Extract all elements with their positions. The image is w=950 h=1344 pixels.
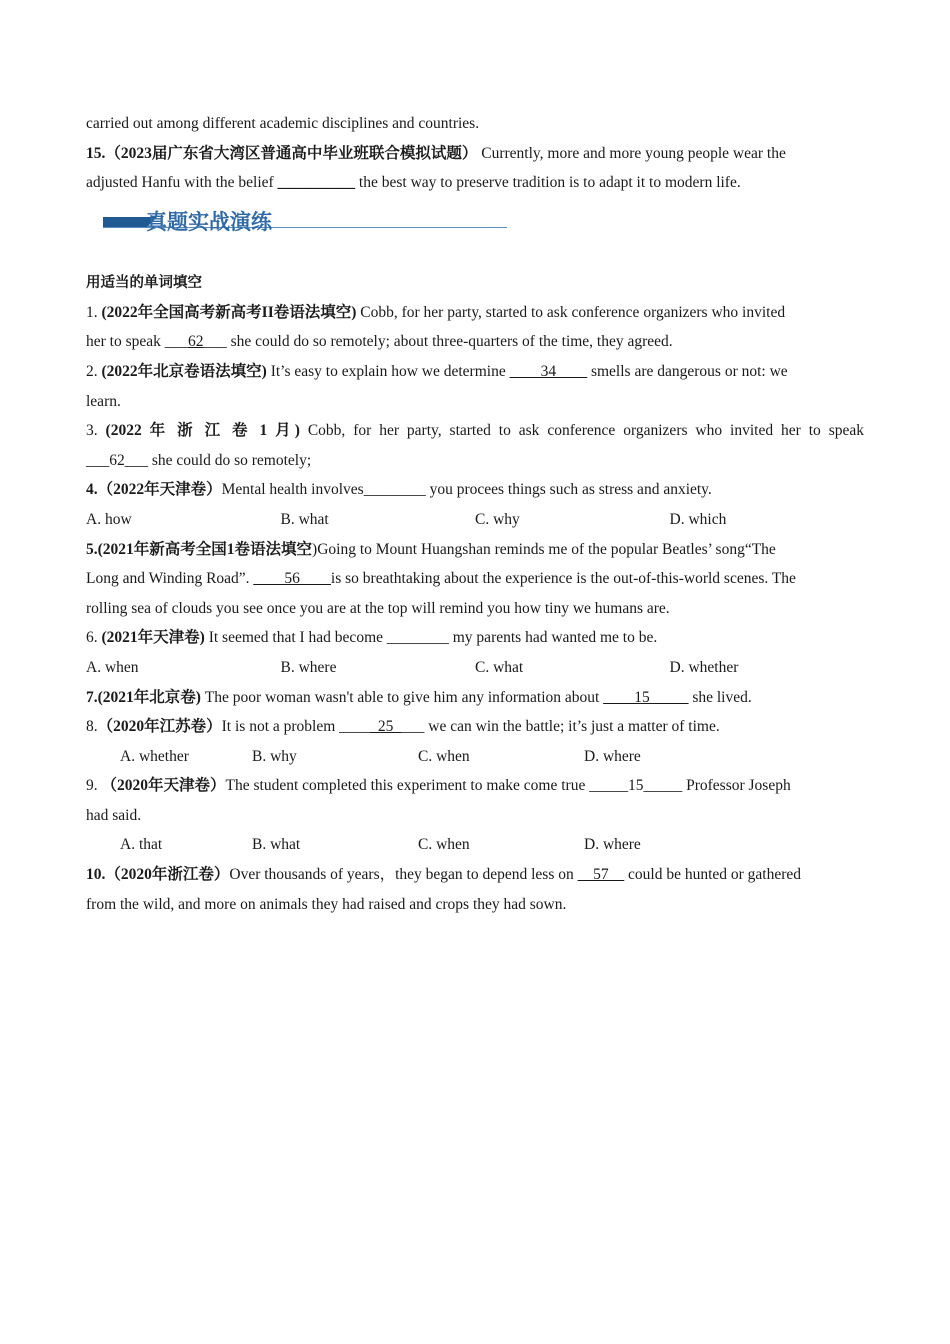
question-text: The poor woman wasn't able to give him any information about [200,688,604,706]
question-6-options [86,653,864,683]
question-7 [86,683,864,713]
option-c: C. when [418,747,470,765]
question-5 [86,535,864,565]
option-b: B. where [280,658,337,676]
question-2 [86,357,864,387]
option-d: D. where [584,747,641,765]
text-line [86,109,864,139]
question-number: 7. [86,688,98,706]
question-text: learn. [86,392,121,410]
question-source: （2020年浙江卷） [105,866,230,884]
question-number: 9. [86,777,102,795]
option-a: A. when [86,658,139,676]
question-10-cont [86,890,864,920]
question-6 [86,623,864,653]
question-number: 5. [86,540,98,558]
question-number: 8. [86,718,98,736]
question-text: )Going to Mount Huangshan reminds me of the popular Beatles’ song“The [312,540,776,558]
answer-blank: ____15_____ [603,688,689,706]
question-text: Over thousands of years，they began to depend less on [229,866,578,884]
question-3-cont [86,446,864,476]
question-text: adjusted Hanfu with the belief [86,174,278,192]
question-15 [86,139,864,169]
question-5-cont2 [86,594,864,624]
question-text: from the wild, and more on animals they had raised and crops they had sown. [86,895,567,913]
question-text: ___ she could do so remotely; about three-quarters of the time, they agreed. [203,333,673,351]
question-8 [86,712,864,742]
question-4 [86,475,864,505]
question-text: her to speak ___ [86,333,189,351]
answer-blank: _25_ [370,718,402,736]
question-source: (2022 年 浙 江 卷 1 月) [105,422,300,440]
question-number: 4. [86,481,98,499]
question-source: （2023届广东省大湾区普通高中毕业班联合模拟试题） [105,144,478,162]
answer-blank: 62 [188,333,204,351]
question-number: 10. [86,866,106,884]
question-text: smells are dangerous or not: we [587,362,788,380]
question-text: had said. [86,806,142,824]
question-source: (2021年新高考全国1卷语法填空 [97,540,313,558]
question-text: she lived. [688,688,752,706]
question-1 [86,298,864,328]
question-text: Mental health involves________ you procees things such as stress and anxiety. [221,481,712,499]
question-15-cont [86,168,864,198]
question-text: is so breathtaking about the experience is the out-of-this-world scenes. The [330,570,796,588]
question-text: It is not a problem ____ [221,718,371,736]
question-4-options [86,505,864,535]
question-source: (2022年北京卷语法填空) [101,362,267,380]
question-9 [86,771,864,801]
option-c: C. what [475,658,524,676]
question-text: Cobb, for her party, started to ask conference organizers who invited [356,303,786,321]
question-9-options [86,830,864,860]
question-text: Currently, more and more young people wear the [477,144,786,162]
question-source: （2022年天津卷） [97,481,222,499]
question-source: （2020年江苏卷） [97,718,222,736]
question-text: rolling sea of clouds you see once you are at the top will remind you how tiny we humans are. [86,599,670,617]
section-title: 真题实战演练 [146,209,272,234]
question-source: (2021年天津卷) [101,629,205,647]
option-a: A. how [86,510,132,528]
question-1-cont [86,327,864,357]
paragraph-text: carried out among different academic disciplines and countries. [86,115,480,132]
question-9-cont [86,801,864,831]
option-b: B. what [280,510,329,528]
option-c: C. why [475,510,520,528]
instruction-heading: 用适当的单词填空 [86,274,202,291]
question-2-cont [86,387,864,417]
question-text: could be hunted or gathered [624,866,802,884]
section-banner [86,206,864,258]
option-d: D. which [669,510,727,528]
question-5-cont [86,564,864,594]
banner-bar-icon [103,217,147,227]
option-b: B. why [252,747,297,765]
question-number: 3. [86,422,106,440]
option-c: C. when [418,836,470,854]
question-number: 15. [86,144,106,162]
question-number: 2. [86,362,102,380]
answer-blank: ____34____ [509,362,588,380]
question-text: It’s easy to explain how we determine [266,362,510,380]
question-10 [86,860,864,890]
answer-blank: __57__ [577,866,625,884]
question-number: 1. [86,303,102,321]
option-d: D. where [584,836,641,854]
question-3 [86,416,864,446]
answer-blank: __________ [277,174,356,192]
question-8-options [86,742,864,772]
answer-blank: ____56____ [253,570,331,588]
option-b: B. what [252,836,301,854]
question-source: （2020年天津卷） [101,777,226,795]
question-text: ___ we can win the battle; it’s just a matter of time. [401,718,720,736]
question-text: The student completed this experiment to make come true _____15_____ Professor Joseph [225,777,791,795]
question-text: Long and Winding Road”. [86,570,254,588]
option-a: A. whether [120,747,189,765]
option-d: D. whether [669,658,739,676]
question-text: the best way to preserve tradition is to adapt it to modern life. [355,174,741,192]
question-text: It seemed that I had become ________ my parents had wanted me to be. [204,629,658,647]
question-source: (2021年北京卷) [97,688,201,706]
question-number: 6. [86,629,102,647]
question-text: ___62___ she could do so remotely; [86,451,312,469]
page-content [86,109,864,919]
question-source: (2022年全国高考新高考II卷语法填空) [101,303,357,321]
question-text: Cobb, for her party, started to ask conference organizers who invited her to speak [299,422,864,440]
option-a: A. that [120,836,163,854]
